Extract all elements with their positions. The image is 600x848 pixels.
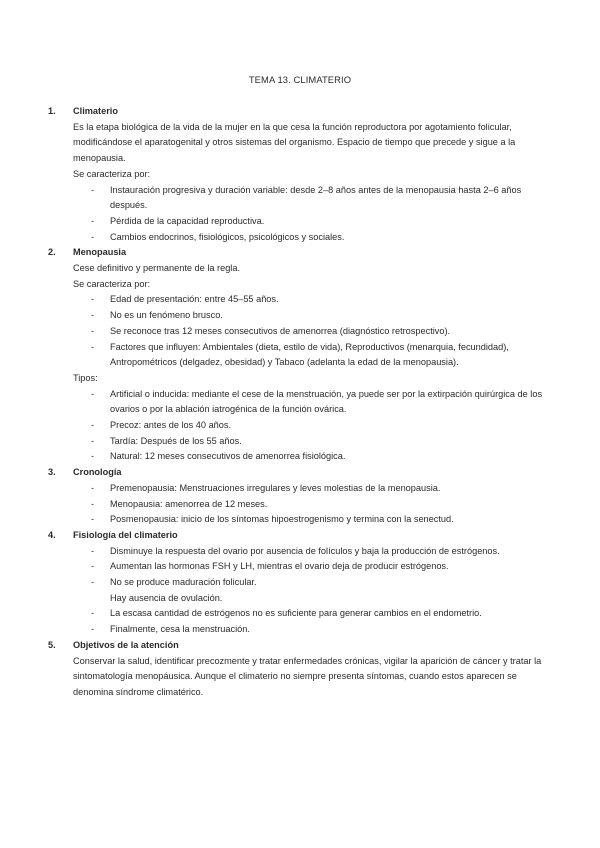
list-item: - No es un fenómeno brusco. — [73, 308, 554, 324]
characterized-label: Se caracteriza por: — [73, 168, 151, 179]
characteristics-list — [73, 292, 554, 371]
document-content — [48, 104, 554, 701]
list-item: - Precoz: antes de los 40 años. — [73, 418, 554, 434]
section-heading — [48, 638, 554, 654]
chronology-list — [73, 481, 554, 528]
section-heading — [48, 104, 554, 120]
section-title: Menopausia — [73, 247, 127, 258]
list-item: - Artificial o inducida: mediante el cese de la menstruación, ya puede ser por la extirpación quirúrgica de los ovarios o por la ablación iatrogénica de la función ovárica. — [73, 387, 554, 418]
section-title: Climaterio — [73, 106, 118, 116]
document-title: TEMA 13. CLIMATERIO — [248, 74, 352, 85]
list-item: - Instauración progresiva y duración variable: desde 2–8 años antes de la menopausia hasta 2–6 años después. — [73, 183, 554, 214]
section-number: 1. — [48, 106, 56, 116]
section-title: Objetivos de la atención — [73, 639, 179, 650]
section-number: 3. — [48, 467, 56, 478]
list-item: - Pérdida de la capacidad reproductiva. — [73, 214, 554, 230]
section-title: Fisiología del climaterio — [73, 529, 178, 540]
list-item: - Menopausia: amenorrea de 12 meses. — [73, 497, 554, 513]
section-body — [73, 544, 554, 638]
section-heading — [48, 465, 554, 481]
section-climaterio — [48, 104, 554, 245]
section-body — [73, 120, 554, 246]
list-item: - Factores que influyen: Ambientales (dieta, estilo de vida), Reproductivos (menarquia, fecundidad), Antropométricos (delgadez, obesidad) y Tabaco (adelanta la edad de la menopausia). — [73, 340, 554, 371]
list-item: - No se produce maduración folicular. — [73, 575, 554, 591]
characterized-label: Se caracteriza por: — [73, 278, 151, 289]
section-objetivos — [48, 638, 554, 701]
list-item: - Tardía: Después de los 55 años. — [73, 434, 554, 450]
list-item: - Se reconoce tras 12 meses consecutivos de amenorrea (diagnóstico retrospectivo). — [73, 324, 554, 340]
section-body — [73, 481, 554, 528]
list-item: - Finalmente, cesa la menstruación. — [73, 622, 554, 638]
list-item: - Premenopausia: Menstruaciones irregulares y leves molestias de la menopausia. — [73, 481, 554, 497]
section-heading — [48, 528, 554, 544]
section-intro: Conservar la salud, identificar precozmente y tratar enfermedades crónicas, vigilar la aparición de cáncer y tratar la sintomatología menopáusica. Aunque el climaterio no siempre presenta síntomas, cuando estos aparecen se denomina síndrome climatérico. — [73, 655, 542, 697]
section-cronologia — [48, 465, 554, 528]
physiology-list — [73, 544, 554, 638]
section-body — [73, 654, 554, 701]
list-item: - Edad de presentación: entre 45–55 años. — [73, 292, 554, 308]
characteristics-list — [73, 183, 554, 246]
section-menopausia — [48, 245, 554, 465]
list-item: - Disminuye la respuesta del ovario por ausencia de folículos y baja la producción de estrógenos. — [73, 544, 554, 560]
section-body — [73, 261, 554, 465]
section-heading — [48, 245, 554, 261]
list-item: - Aumentan las hormonas FSH y LH, mientras el ovario deja de producir estrógenos. — [73, 559, 554, 575]
types-list — [73, 387, 554, 466]
section-number: 5. — [48, 639, 56, 650]
section-intro: Cese definitivo y permanente de la regla. — [73, 263, 241, 273]
section-fisiologia — [48, 528, 554, 638]
section-number: 2. — [48, 247, 56, 258]
list-item: - La escasa cantidad de estrógenos no es suficiente para generar cambios en el endometrio. — [73, 606, 554, 622]
section-number: 4. — [48, 529, 56, 540]
types-label: Tipos: — [73, 372, 98, 383]
list-item: - Cambios endocrinos, fisiológicos, psicológicos y sociales. — [73, 230, 554, 246]
list-item: - Natural: 12 meses consecutivos de amenorrea fisiológica. — [73, 449, 554, 465]
section-intro: Es la etapa biológica de la vida de la mujer en la que cesa la función reproductora por agotamiento folicular, modificándose el aparatogenital y otros sistemas del organismo. Espacio de tiempo que precede y sigue a la menopausia. — [73, 121, 516, 164]
section-title: Cronología — [73, 467, 122, 478]
list-item-continuation: Hay ausencia de ovulación. — [110, 592, 223, 603]
list-item: - Posmenopausia: inicio de los síntomas hipoestrogenismo y termina con la senectud. — [73, 512, 554, 528]
